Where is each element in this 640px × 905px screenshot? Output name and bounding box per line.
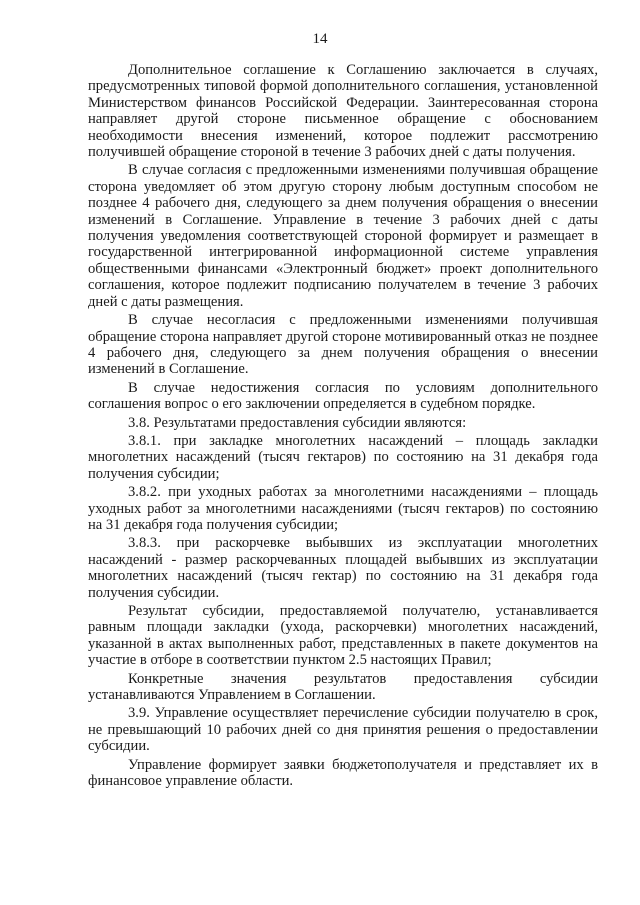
paragraph-disagreement: В случае несогласия с предложенными изменениями получившая обращение сторона направляет другой стороне мотивированный отказ не позднее 4 рабочего дня, следующего за днем получения обращения о внесении изменений в Соглашение. — [88, 312, 598, 378]
paragraph-budget-requests: Управление формирует заявки бюджетополучателя и представляет их в финансовое управление области. — [88, 756, 598, 790]
paragraph-specific-values: Конкретные значения результатов предоставления субсидии устанавливаются Управлением в Соглашении. — [88, 670, 598, 704]
paragraph-3-8-1: 3.8.1. при закладке многолетних насаждений – площадь закладки многолетних насаждений (тысяч гектаров) по состоянию на 31 декабря года получения субсидии; — [88, 432, 598, 482]
paragraph-3-9: 3.9. Управление осуществляет перечисление субсидии получателю в срок, не превышающий 10 рабочих дней со дня принятия решения о предоставлении субсидии. — [88, 705, 598, 755]
paragraph-consent: В случае согласия с предложенными изменениями получившая обращение сторона уведомляет об этом другую сторону любым доступным способом не позднее 4 рабочего дня, следующего за днем получения обращения о внесении изменений в Соглашение. Управление в течение 3 рабочих дней с даты получения уведомления соответствующей стороной формирует и размещает в государственной интегрированной информационной системе управления общественными финансами «Электронный бюджет» проект дополнительного соглашения, которое подлежит подписанию получателем в течение 3 рабочих дней с даты размещения. — [88, 162, 598, 310]
paragraph-3-8-3: 3.8.3. при раскорчевке выбывших из эксплуатации многолетних насаждений - размер раскорчеванных площадей выбывших из эксплуатации многолетних насаждений (тысяч гектар) по состоянию на 31 декабря года получения субсидии. — [88, 535, 598, 601]
page-number: 14 — [312, 31, 328, 47]
document-body — [88, 62, 598, 791]
paragraph-3-8-2: 3.8.2. при уходных работах за многолетними насаждениями – площадь уходных работ за многолетними насаждениями (тысяч гектаров) по состоянию на 31 декабря года получения субсидии; — [88, 484, 598, 533]
paragraph-subsidy-result: Результат субсидии, предоставляемой получателю, устанавливается равным площади закладки (ухода, раскорчевки) многолетних насаждений, указанной в актах выполненных работ, представленных в пакете документов на участие в отборе в соответствии пунктом 2.5 настоящих Правил; — [88, 603, 598, 669]
paragraph-supplementary-agreement: Дополнительное соглашение к Соглашению заключается в случаях, предусмотренных типовой формой дополнительного соглашения, установленной Министерством финансов Российской Федерации. Заинтересованная сторона направляет другой стороне письменное обращение с обоснованием необходимости внесения изменений, которое подлежит рассмотрению получившей обращение стороной в течение 3 рабочих дней с даты получения. — [88, 62, 598, 161]
paragraph-no-agreement: В случае недостижения согласия по условиям дополнительного соглашения вопрос о его заключении определяется в судебном порядке. — [88, 379, 598, 413]
paragraph-3-8: 3.8. Результатами предоставления субсидии являются: — [128, 414, 467, 431]
